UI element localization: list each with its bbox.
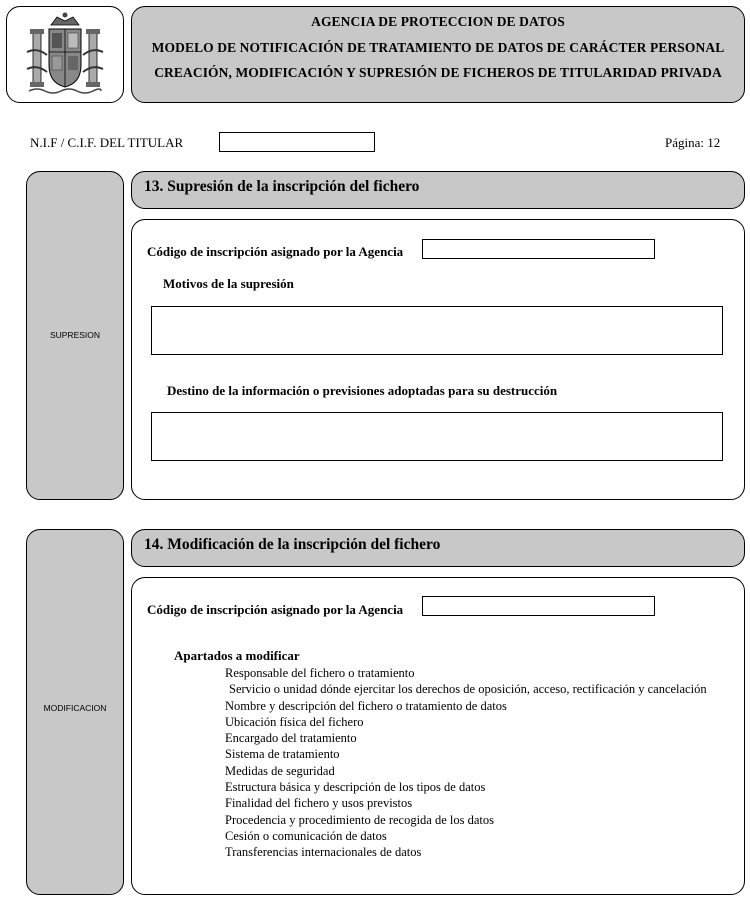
modificacion-side-label: MODIFICACION — [43, 703, 107, 713]
list-item[interactable]: Finalidad del fichero y usos previstos — [225, 796, 413, 811]
motivos-textarea[interactable] — [151, 306, 723, 355]
nif-label: N.I.F / C.I.F. DEL TITULAR — [30, 135, 184, 150]
section13-codigo-label: Código de inscripción asignado por la Agencia — [147, 244, 404, 259]
section14-header — [131, 529, 745, 567]
page-number: Página: 12 — [665, 135, 721, 150]
apartados-label: Apartados a modificar — [174, 648, 300, 663]
section14-title: 14. Modificación de la inscripción del fichero — [144, 536, 441, 553]
nif-input[interactable] — [219, 132, 375, 152]
logo-box — [6, 6, 124, 103]
list-item[interactable]: Sistema de tratamiento — [225, 747, 340, 762]
motivos-label: Motivos de la supresión — [163, 276, 294, 291]
supresion-side-label: SUPRESION — [49, 330, 101, 340]
supresion-side-panel — [26, 171, 124, 500]
list-item[interactable]: Estructura básica y descripción de los tipos de datos — [225, 780, 486, 795]
modificacion-side-panel — [26, 529, 124, 895]
section13-codigo-input[interactable] — [422, 239, 655, 259]
list-item[interactable]: Encargado del tratamiento — [225, 731, 357, 746]
section13-title: 13. Supresión de la inscripción del fichero — [144, 178, 420, 195]
section14-codigo-label: Código de inscripción asignado por la Agencia — [147, 602, 404, 617]
header-scope: CREACIÓN, MODIFICACIÓN Y SUPRESIÓN DE FICHEROS DE TITULARIDAD PRIVADA — [154, 65, 722, 80]
list-item[interactable]: Servicio o unidad dónde ejercitar los derechos de oposición, acceso, rectificación y cancelación — [229, 682, 707, 697]
list-item[interactable]: Ubicación física del fichero — [225, 714, 364, 729]
header-title-box — [131, 6, 745, 103]
list-item[interactable]: Cesión o comunicación de datos — [225, 828, 387, 843]
destino-textarea[interactable] — [151, 412, 723, 461]
list-item[interactable]: Medidas de seguridad — [225, 763, 335, 778]
coat-of-arms-logo — [7, 7, 123, 102]
section13-body — [131, 219, 745, 500]
section13-header — [131, 171, 745, 209]
section14-body — [131, 577, 745, 895]
list-item[interactable]: Nombre y descripción del fichero o tratamiento de datos — [225, 698, 507, 713]
list-item[interactable]: Responsable del fichero o tratamiento — [225, 666, 415, 680]
destino-label: Destino de la información o previsiones adoptadas para su destrucción — [167, 383, 558, 398]
apartados-list — [225, 665, 729, 861]
header-model: MODELO DE NOTIFICACIÓN DE TRATAMIENTO DE DATOS DE CARÁCTER PERSONAL — [151, 40, 725, 55]
section14-codigo-input[interactable] — [422, 596, 655, 616]
header-agency: AGENCIA DE PROTECCION DE DATOS — [311, 14, 565, 29]
list-item[interactable]: Transferencias internacionales de datos — [225, 845, 422, 860]
list-item[interactable]: Procedencia y procedimiento de recogida de los datos — [225, 812, 495, 827]
